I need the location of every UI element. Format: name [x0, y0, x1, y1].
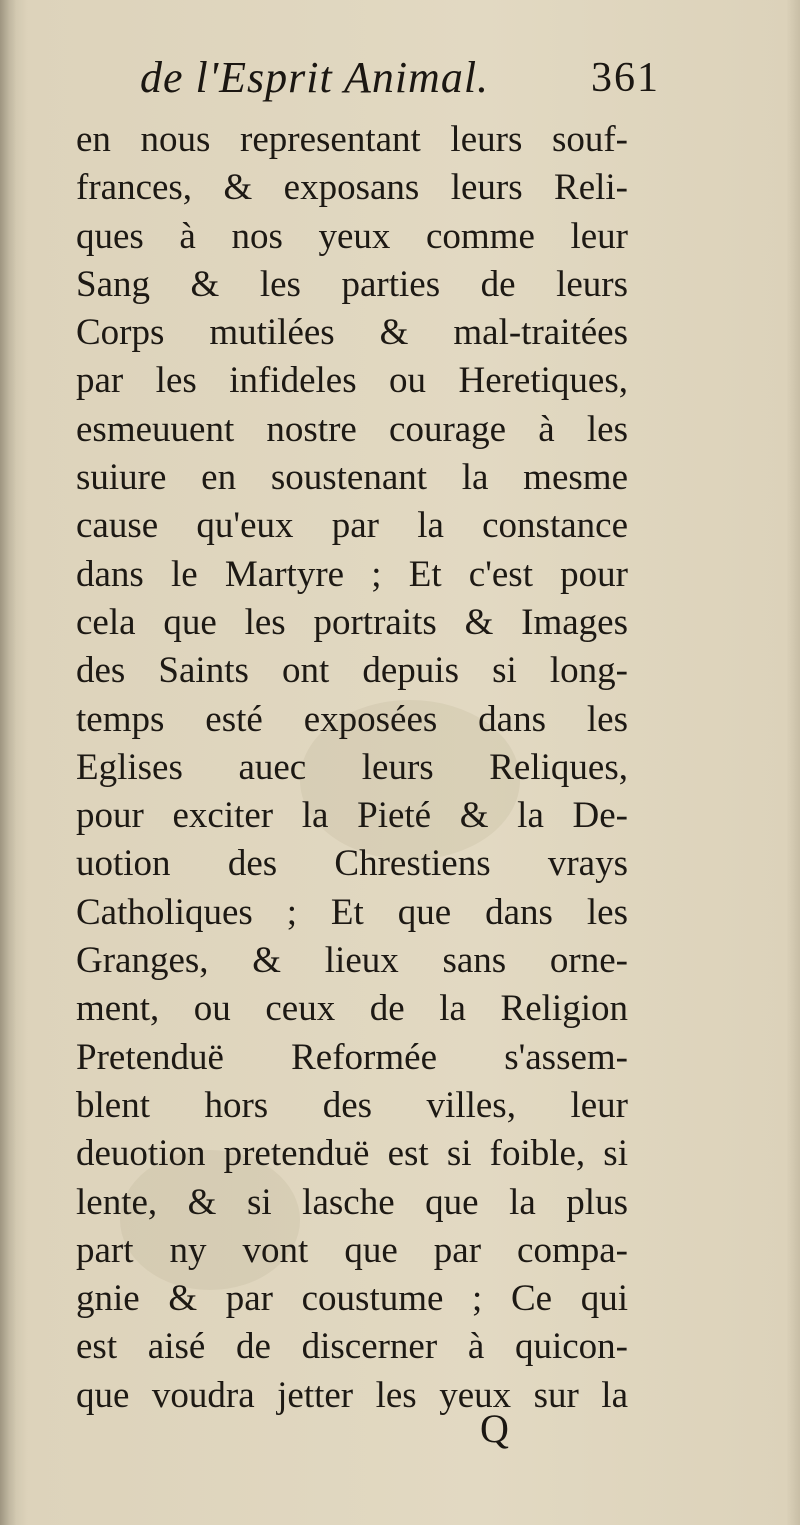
text-line: temps esté exposées dans les [76, 698, 628, 740]
text-line: dans le Martyre ; Et c'est pour [76, 553, 628, 595]
running-title: de l'Esprit Animal. [140, 53, 490, 102]
text-line: deuotion pretenduë est si foible, si [76, 1133, 628, 1175]
text-line: par les infideles ou Heretiques, [76, 360, 628, 402]
text-line: gnie & par coustume ; Ce qui [76, 1278, 628, 1320]
body-text [76, 116, 628, 1420]
text-line: Corps mutilées & mal-traitées [76, 312, 628, 354]
page-number: 361 [591, 55, 660, 101]
page-edge-shadow [786, 0, 800, 1525]
text-line: lente, & si lasche que la plus [76, 1181, 628, 1223]
text-line: Pretenduë Reformée s'assem- [76, 1036, 628, 1078]
text-line: ment, ou ceux de la Religion [76, 988, 628, 1030]
running-header [140, 52, 660, 112]
text-line: des Saints ont depuis si long- [76, 650, 628, 692]
text-line: est aisé de discerner à quicon- [76, 1326, 628, 1368]
text-line: blent hors des villes, leur [76, 1084, 628, 1126]
text-line: Eglises auec leurs Reliques, [76, 746, 628, 788]
text-line: ques à nos yeux comme leur [76, 215, 628, 257]
text-line: Catholiques ; Et que dans les [76, 891, 628, 933]
text-line: que voudra jetter les yeux sur la [76, 1374, 628, 1416]
text-line: Sang & les parties de leurs [76, 263, 628, 305]
text-line: cause qu'eux par la constance [76, 505, 628, 547]
text-line: part ny vont que par compa- [76, 1229, 628, 1271]
text-line: frances, & exposans leurs Reli- [76, 167, 628, 209]
text-line: pour exciter la Pieté & la De- [76, 795, 628, 837]
catchword: Q [480, 1406, 509, 1451]
text-line: uotion des Chrestiens vrays [76, 843, 628, 885]
text-line: esmeuuent nostre courage à les [76, 408, 628, 450]
page-gutter-shadow [0, 0, 16, 1525]
text-line: Granges, & lieux sans orne- [76, 940, 628, 982]
text-line: en nous representant leurs souf- [76, 119, 628, 160]
text-line: cela que les portraits & Images [76, 601, 628, 643]
text-line: suiure en soustenant la mesme [76, 457, 628, 499]
